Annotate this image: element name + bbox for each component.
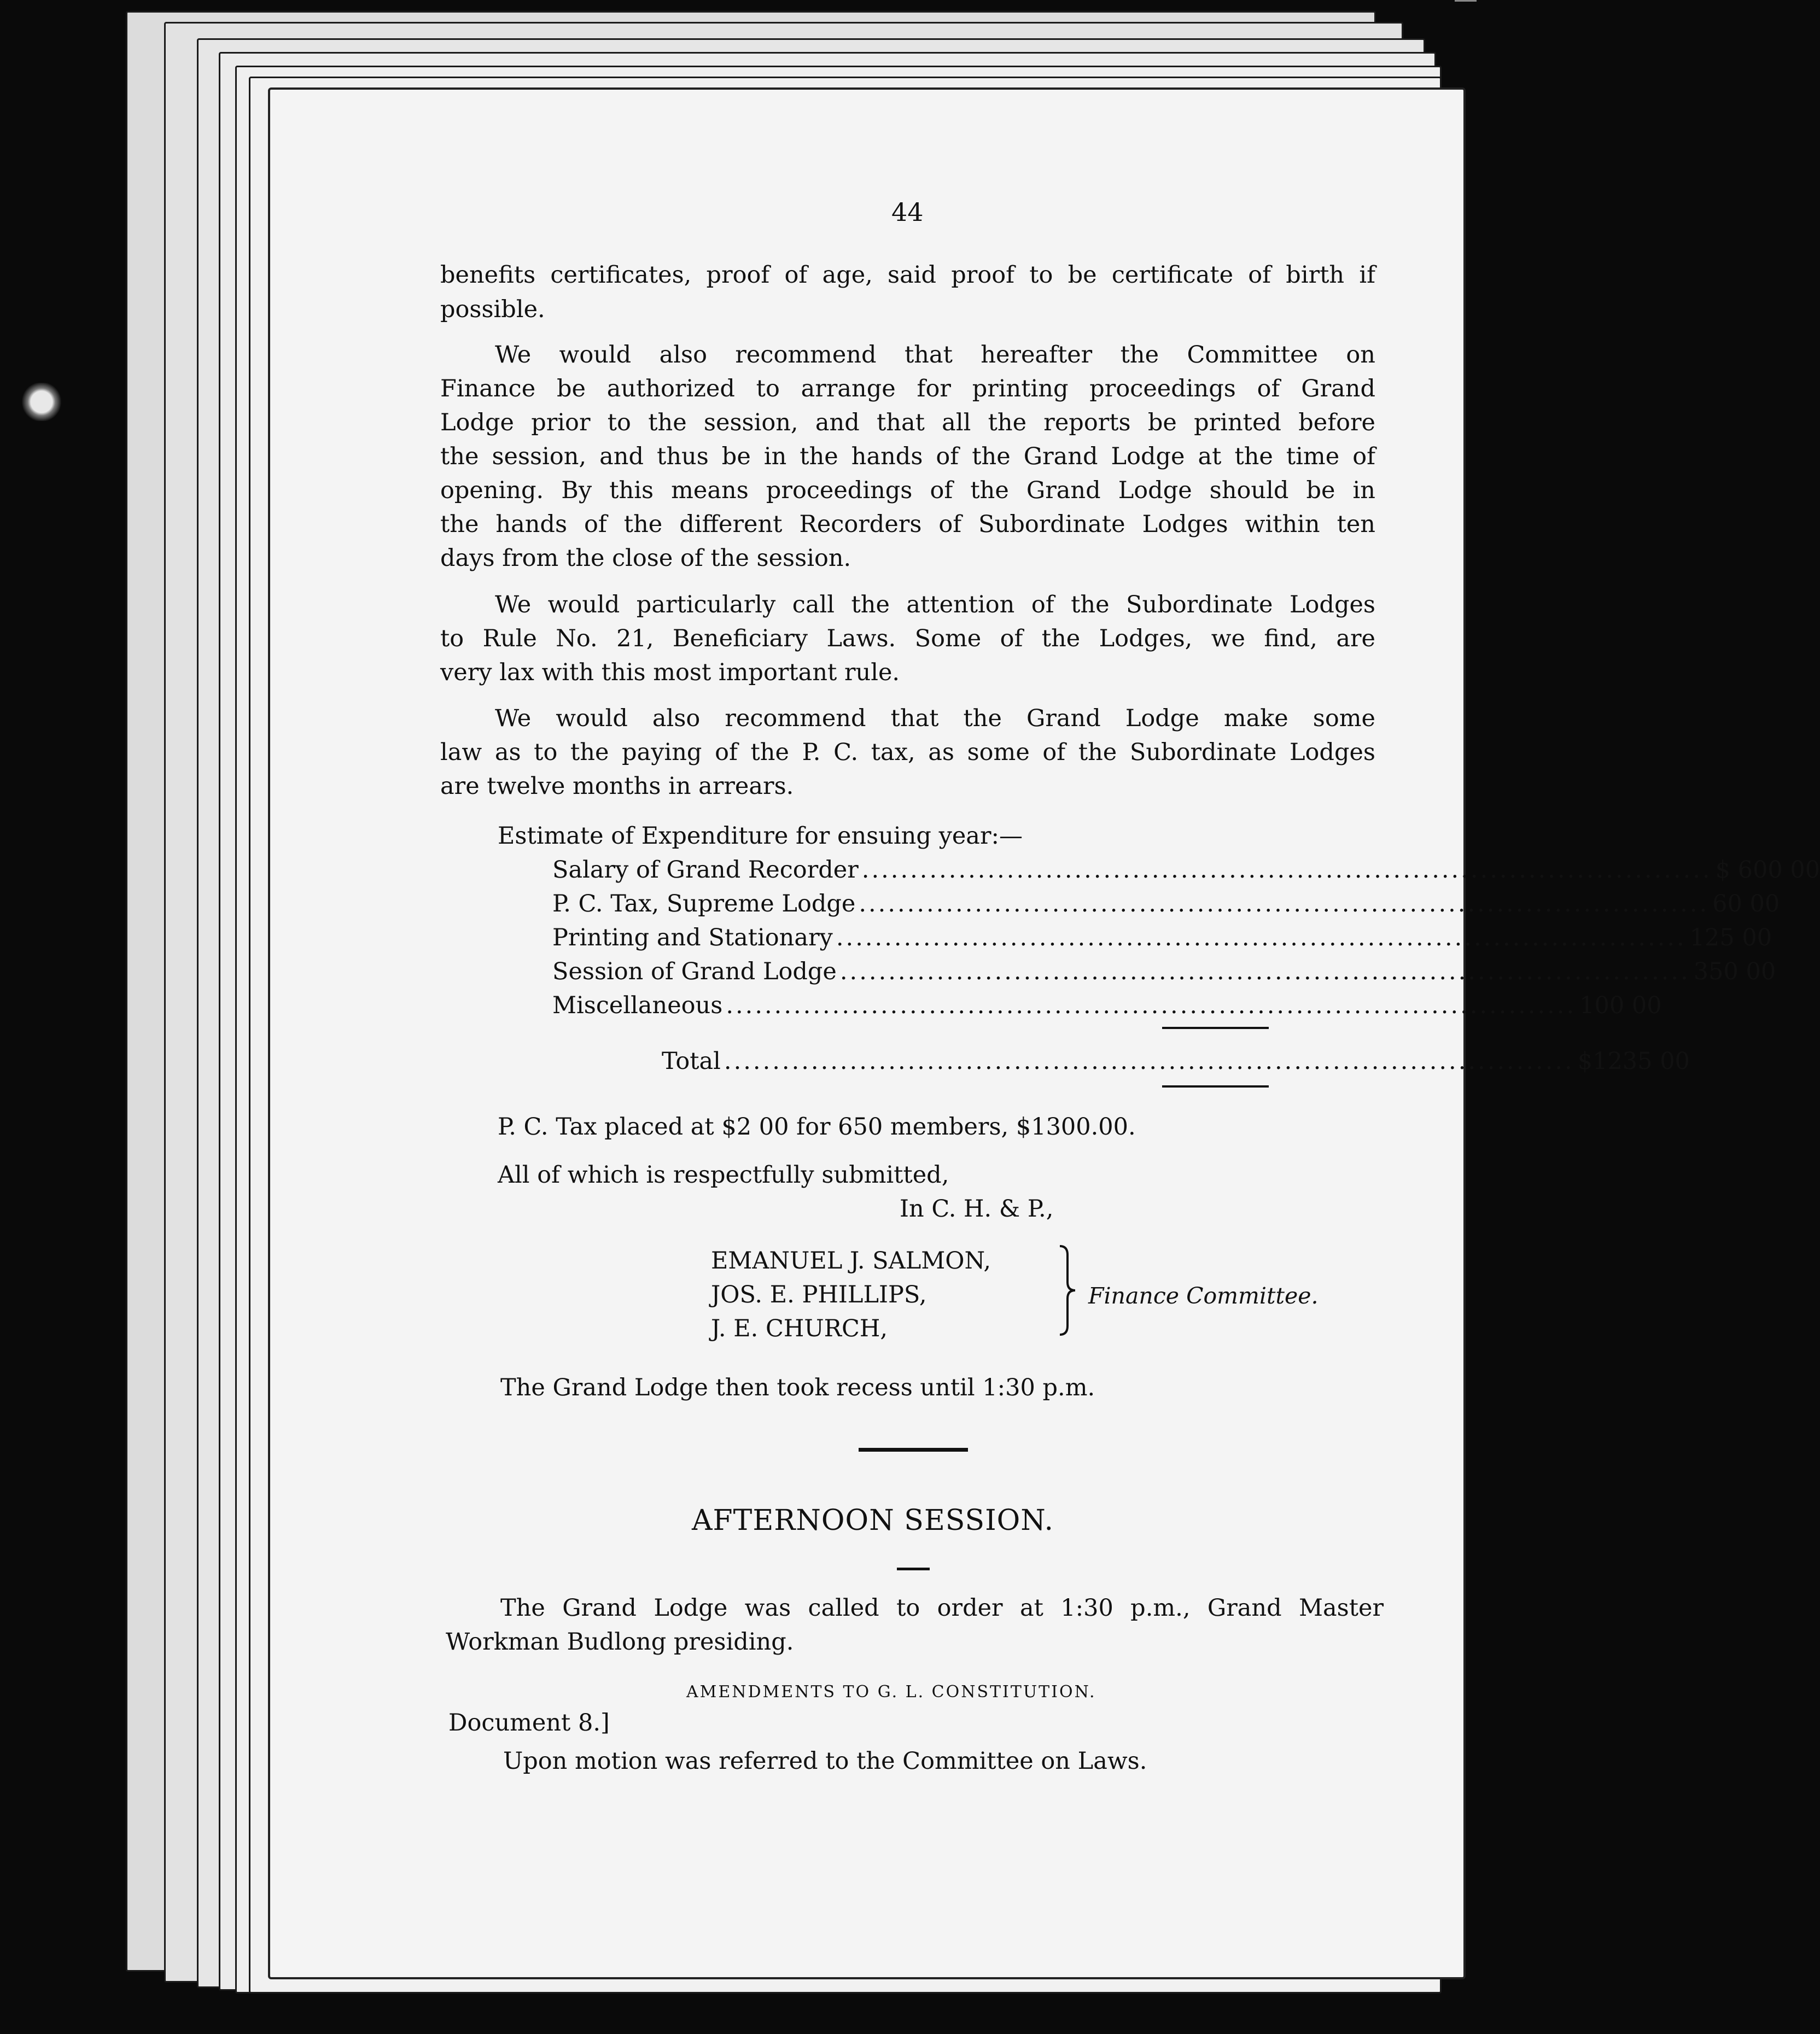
leader-dots: ........................................................................................: [861, 856, 1712, 884]
paragraph-line: the session, and thus be in the hands of the Grand Lodge at the time of: [440, 443, 1375, 470]
paragraph-line: days from the close of the session.: [440, 545, 851, 572]
expense-row: [552, 856, 1820, 884]
total-label: Total: [662, 1048, 721, 1075]
paragraph-line: We would particularly call the attention of the Subordinate Lodges: [495, 591, 1375, 618]
leader-dots: ........................................................................................: [724, 1048, 1574, 1075]
expense-label: P. C. Tax, Supreme Lodge: [552, 890, 856, 917]
page-number: 44: [891, 197, 924, 227]
expense-row: [552, 992, 1662, 1019]
expense-label: Miscellaneous: [552, 992, 723, 1019]
paragraph-line: benefits certificates, proof of age, said proof to be certificate of birth if: [440, 261, 1375, 289]
brace-icon: [1055, 1244, 1077, 1337]
paragraph-line: possible.: [440, 296, 545, 323]
expense-amount: 100 00: [1579, 992, 1662, 1019]
section-heading: AFTERNOON SESSION.: [692, 1504, 1054, 1537]
leader-dots: ........................................................................................: [839, 958, 1690, 985]
paragraph-line: law as to the paying of the P. C. tax, as some of the Subordinate Lodges: [440, 739, 1375, 766]
recess-line: The Grand Lodge then took recess until 1:30 p.m.: [500, 1374, 1095, 1401]
paragraph-line: to Rule No. 21, Beneficiary Laws. Some of the Lodges, we find, are: [440, 625, 1375, 652]
leader-dots: ........................................................................................: [726, 992, 1577, 1019]
expense-label: Session of Grand Lodge: [552, 958, 837, 985]
paragraph-line: We would also recommend that hereafter the Committee on: [495, 341, 1375, 369]
paragraph-line: Lodge prior to the session, and that all the reports be printed before: [440, 409, 1375, 436]
closing-line: In C. H. & P.,: [900, 1195, 1054, 1223]
paragraph-line: are twelve months in arrears.: [440, 773, 794, 800]
leader-dots: ........................................................................................: [836, 924, 1687, 951]
paragraph-line: Finance be authorized to arrange for printing proceedings of Grand: [440, 375, 1375, 402]
ink-blot: [22, 383, 66, 421]
signatory-name: J. E. CHURCH,: [711, 1315, 888, 1342]
paragraph-line: the hands of the different Recorders of Subordinate Lodges within ten: [440, 511, 1375, 538]
paragraph-line: opening. By this means proceedings of the Grand Lodge should be in: [440, 477, 1375, 504]
paragraph-line: The Grand Lodge was called to order at 1:30 p.m., Grand Master: [500, 1594, 1384, 1622]
scan-artifact: [1455, 0, 1477, 18]
total-row: [662, 1048, 1690, 1075]
amendments-heading: AMENDMENTS TO G. L. CONSTITUTION.: [686, 1682, 1096, 1702]
total-underline: [1162, 1085, 1269, 1088]
section-divider: [859, 1448, 968, 1452]
expense-label: Printing and Stationary: [552, 924, 833, 951]
sum-rule: [1162, 1027, 1269, 1029]
expense-amount: $ 600 00: [1715, 856, 1820, 884]
estimate-heading: Estimate of Expenditure for ensuing year:—: [498, 822, 1023, 850]
submitted-line: All of which is respectfully submitted,: [498, 1161, 949, 1189]
paragraph-line: We would also recommend that the Grand Lodge make some: [495, 705, 1375, 732]
expense-amount: 125 00: [1689, 924, 1772, 951]
expense-amount: 60 00: [1712, 890, 1780, 917]
expense-row: [552, 958, 1776, 985]
heading-rule: [897, 1568, 930, 1570]
expense-amount: 350 00: [1693, 958, 1776, 985]
signatory-name: JOS. E. PHILLIPS,: [711, 1281, 927, 1308]
committee-label: Finance Committee.: [1088, 1283, 1319, 1309]
expense-row: [552, 890, 1780, 917]
total-amount: $1235 00: [1577, 1048, 1690, 1075]
signatory-name: EMANUEL J. SALMON,: [711, 1247, 991, 1275]
expense-label: Salary of Grand Recorder: [552, 856, 859, 884]
expense-row: [552, 924, 1772, 951]
motion-line: Upon motion was referred to the Committee on Laws.: [503, 1747, 1147, 1775]
paragraph-line: very lax with this most important rule.: [440, 659, 900, 686]
leader-dots: ........................................................................................: [859, 890, 1710, 917]
tax-line: P. C. Tax placed at $2 00 for 650 members, $1300.00.: [498, 1113, 1136, 1141]
document-reference: Document 8.]: [448, 1709, 610, 1737]
paragraph-line: Workman Budlong presiding.: [446, 1628, 794, 1656]
